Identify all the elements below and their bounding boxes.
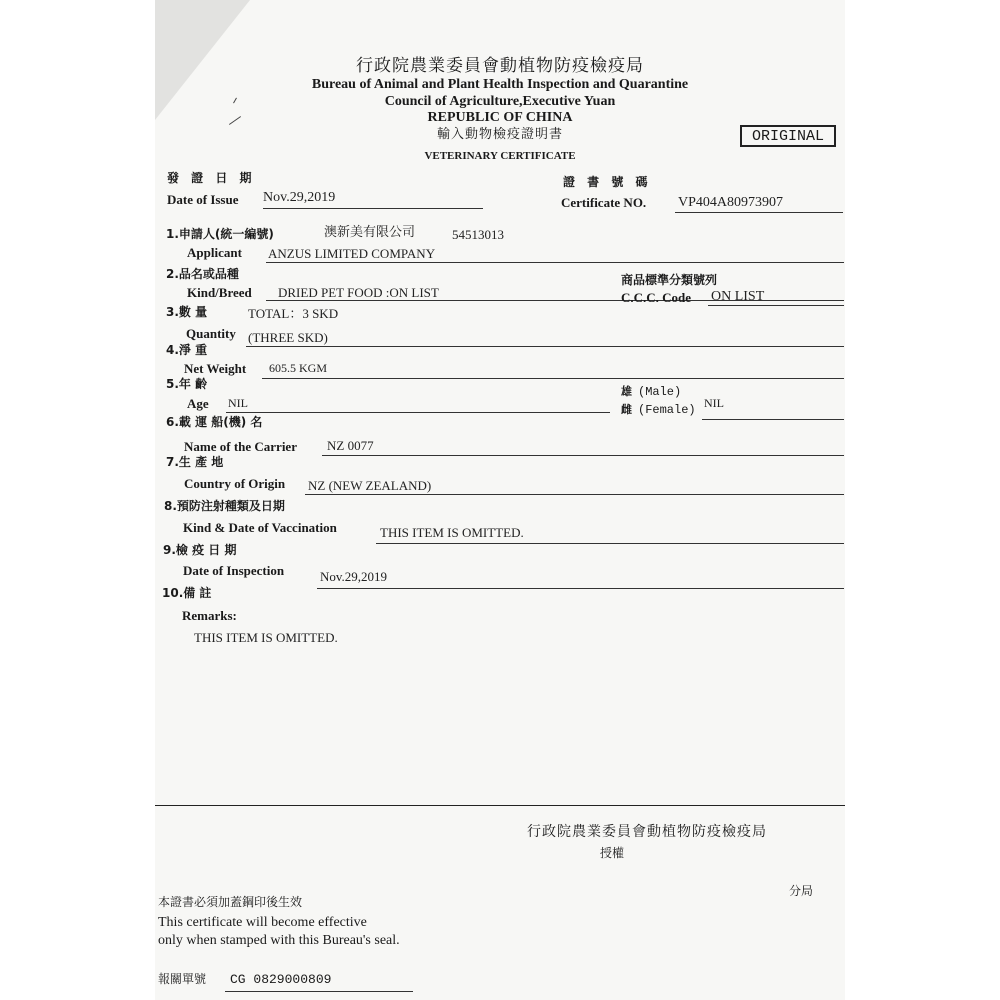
vaccination-label: Kind & Date of Vaccination <box>183 520 337 535</box>
origin-value: NZ (NEW ZEALAND) <box>308 478 432 493</box>
quantity-line <box>246 346 844 347</box>
origin-line <box>305 494 844 495</box>
net-weight-label: Net Weight <box>184 361 247 376</box>
ccc-code-label-cn: 商品標準分類號列 <box>621 273 718 287</box>
ccc-code-line <box>708 305 844 306</box>
female-label-cn: 雌 <box>621 403 632 416</box>
quantity-total: TOTAL：3 SKD <box>248 306 339 321</box>
bureau-title-en: Bureau of Animal and Plant Health Inspection and Quarantine <box>311 77 689 92</box>
original-stamp: ORIGINAL <box>740 125 836 147</box>
applicant-value: ANZUS LIMITED COMPANY <box>268 246 436 261</box>
vaccination-value: THIS ITEM IS OMITTED. <box>380 525 524 540</box>
branch-label-cn: 分局 <box>789 884 814 898</box>
origin-label-cn: 7.生 產 地 <box>166 455 224 469</box>
net-weight-label-cn: 4.淨 重 <box>166 343 208 357</box>
net-weight-value: 605.5 KGM <box>269 361 328 375</box>
applicant-line <box>266 262 844 263</box>
certificate-no-label-cn: 證 書 號 碼 <box>563 175 652 189</box>
vaccination-label-cn: 8.預防注射種類及日期 <box>164 499 285 513</box>
female-label: (Female) <box>638 403 696 417</box>
issue-date-label-cn: 發 證 日 期 <box>167 171 256 185</box>
inspection-label: Date of Inspection <box>183 563 285 578</box>
seal-note-en-line2: only when stamped with this Bureau's seal. <box>158 933 400 948</box>
certificate-no-label: Certificate NO. <box>561 195 647 210</box>
kind-value: DRIED PET FOOD :ON LIST <box>278 285 439 300</box>
footer-bureau-cn: 行政院農業委員會動植物防疫檢疫局 <box>527 824 767 840</box>
issue-date-line <box>263 208 483 209</box>
carrier-line <box>322 455 844 456</box>
inspection-value: Nov.29,2019 <box>320 569 388 584</box>
net-weight-line <box>262 378 844 379</box>
carrier-value: NZ 0077 <box>327 438 374 453</box>
quantity-label: Quantity <box>186 326 236 341</box>
ccc-code-label: C.C.C. Code <box>621 290 692 305</box>
sex-value: NIL <box>704 396 724 410</box>
age-label-cn: 5.年 齡 <box>166 377 208 391</box>
sex-line <box>702 419 844 420</box>
male-label-cn: 雄 <box>621 385 632 398</box>
certificate-no-line <box>675 212 843 213</box>
kind-label: Kind/Breed <box>187 285 252 300</box>
country-title: REPUBLIC OF CHINA <box>427 110 573 125</box>
inspection-label-cn: 9.檢 疫 日 期 <box>163 543 237 557</box>
age-label: Age <box>187 396 209 411</box>
issue-date-label: Date of Issue <box>167 192 239 207</box>
remarks-label: Remarks: <box>182 608 237 623</box>
council-title: Council of Agriculture,Executive Yuan <box>384 94 616 109</box>
customs-no-label-cn: 報關單號 <box>158 972 207 986</box>
quantity-value: (THREE SKD) <box>248 330 328 345</box>
footer-divider <box>155 805 845 806</box>
applicant-company-cn: 澳新美有限公司 <box>324 225 416 240</box>
male-label: (Male) <box>638 385 682 399</box>
certificate-no-value: VP404A80973907 <box>678 195 784 210</box>
carrier-label-cn: 6.載 運 船(機) 名 <box>166 415 263 429</box>
ccc-code-value: ON LIST <box>711 289 765 304</box>
certificate-title-en: VETERINARY CERTIFICATE <box>424 150 576 162</box>
quantity-label-cn: 3.數 量 <box>166 305 208 319</box>
customs-no-value: CG 0829000809 <box>230 972 332 987</box>
applicant-label-cn: 1.申請人(統一編號) <box>166 227 274 241</box>
inspection-line <box>317 588 844 589</box>
seal-note-cn: 本證書必須加蓋鋼印後生效 <box>158 895 303 909</box>
customs-no-line <box>225 991 413 992</box>
carrier-label: Name of the Carrier <box>184 439 297 454</box>
kind-label-cn: 2.品名或品種 <box>166 267 239 281</box>
remarks-label-cn: 10.備 註 <box>162 586 212 600</box>
seal-note-en-line1: This certificate will become effective <box>158 915 367 930</box>
vaccination-line <box>376 543 844 544</box>
applicant-label: Applicant <box>187 245 242 260</box>
applicant-id: 54513013 <box>452 227 504 242</box>
certificate-title-cn: 輸入動物檢疫證明書 <box>436 127 563 142</box>
remarks-value: THIS ITEM IS OMITTED. <box>194 630 338 645</box>
age-value: NIL <box>228 396 248 410</box>
bureau-title-cn: 行政院農業委員會動植物防疫檢疫局 <box>356 56 644 76</box>
authorized-label-cn: 授權 <box>600 846 625 860</box>
age-line <box>226 412 610 413</box>
origin-label: Country of Origin <box>184 476 286 491</box>
issue-date-value: Nov.29,2019 <box>263 190 336 205</box>
